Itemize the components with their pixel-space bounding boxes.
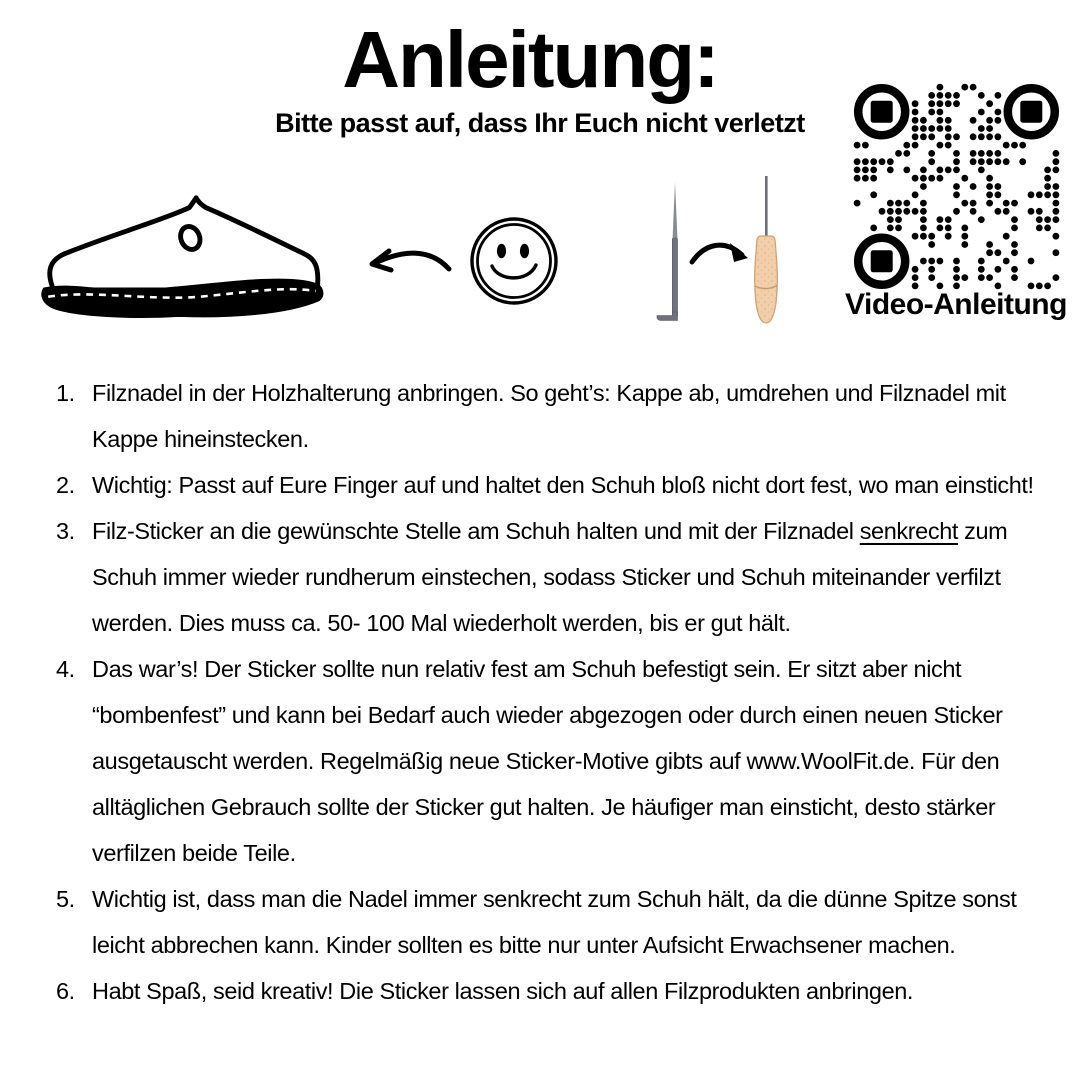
- instruction-number: 4.: [56, 656, 75, 682]
- instruction-item: [56, 508, 1044, 646]
- page-subtitle: Bitte passt auf, dass Ihr Euch nicht verletzt: [275, 108, 805, 138]
- smiley-sticker: [468, 215, 560, 307]
- instruction-text: Filznadel in der Holzhalterung anbringen. So geht’s: Kappe ab, umdrehen und Filznadel mit Kappe hineinstecken.: [92, 380, 1006, 452]
- instruction-item: [56, 876, 1044, 968]
- wooden-needle-holder-illustration: [742, 174, 790, 328]
- instruction-text: Wichtig: Passt auf Eure Finger auf und haltet den Schuh bloß nicht dort fest, wo man einsticht!: [92, 472, 1034, 498]
- page-title: Anleitung:: [342, 15, 718, 104]
- instruction-text: Habt Spaß, seid kreativ! Die Sticker lassen sich auf allen Filzprodukten anbringen.: [92, 978, 914, 1004]
- instruction-number: 6.: [56, 978, 75, 1004]
- arrow-right-icon: [688, 228, 750, 270]
- instruction-number: 5.: [56, 886, 75, 912]
- instruction-number: 1.: [56, 380, 75, 406]
- instruction-text: Wichtig ist, dass man die Nadel immer senkrecht zum Schuh hält, da die dünne Spitze sonst leicht abbrechen kann. Kinder sollten es bitte nur unter Aufsicht Erwachsener machen.: [92, 886, 1017, 958]
- instruction-number: 3.: [56, 518, 75, 544]
- instruction-item: [56, 646, 1044, 876]
- instruction-item: [56, 370, 1044, 462]
- arrow-left-icon: [363, 224, 455, 280]
- instruction-item: [56, 462, 1044, 508]
- instructions-list: [56, 370, 1044, 1014]
- qr-label: Video-Anleitung: [845, 288, 1067, 321]
- felt-clog-illustration: [32, 188, 327, 335]
- qr-code: [853, 83, 1060, 290]
- instruction-number: 2.: [56, 472, 75, 498]
- instruction-text: Das war’s! Der Sticker sollte nun relativ fest am Schuh befestigt sein. Er sitzt aber nicht “bombenfest” und kann bei Bedarf auch wieder abgezogen oder durch einen neuen Sticker ausgetauscht werden. Regelmäßig neue Sticker-Motive gibts auf www.WoolFit.de. Für den alltäglichen Gebrauch sollte der Sticker gut halten. Je häufiger man einsticht, desto stärker verfilzen beide Teile.: [92, 656, 1003, 866]
- instruction-item: [56, 968, 1044, 1014]
- instruction-text: Filz-Sticker an die gewünschte Stelle am Schuh halten und mit der Filznadel senkrecht zum Schuh immer wieder rundherum einstechen, sodass Sticker und Schuh miteinander verfilzt werden. Dies muss ca. 50- 100 Mal wiederholt werden, bis er gut hält.: [92, 518, 1008, 636]
